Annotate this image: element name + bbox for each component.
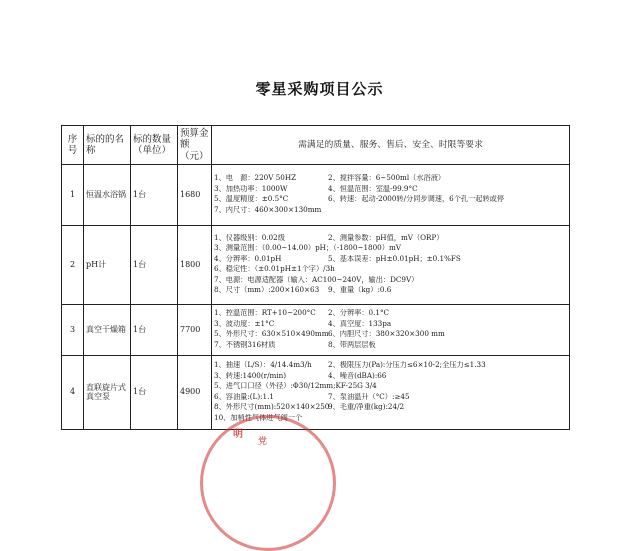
- requirement-item: 1、电 源：220V 50HZ: [214, 174, 297, 183]
- procurement-table: [61, 125, 570, 430]
- requirement-item: 7、不锈钢316材质: [214, 340, 276, 349]
- requirement-item: 2、搅拌容量：6~500ml（水浴液）: [328, 174, 446, 183]
- header-budget: 预算金额（元）: [178, 126, 212, 165]
- row-index: 3: [62, 305, 84, 356]
- requirement-line: [214, 309, 567, 320]
- row-item-name: pH计: [84, 226, 131, 305]
- row-quantity: 1台: [131, 305, 178, 356]
- header-name: 标的的名称: [84, 126, 131, 165]
- requirement-line: [214, 330, 567, 341]
- table-row: [62, 305, 570, 356]
- seal-text: 明: [233, 429, 243, 440]
- row-quantity: 1台: [131, 165, 178, 226]
- requirement-item: 8、外形尺寸(mm):520×140×250: [214, 403, 330, 412]
- requirement-item: 4、噪音(dBA):66: [328, 371, 387, 380]
- row-index: 4: [62, 356, 84, 430]
- requirement-item: 7、泵油温升（°C）:≥45: [328, 392, 410, 401]
- header-index: 序号: [62, 126, 84, 165]
- requirement-line: [214, 174, 567, 185]
- requirement-item: 7、电源：电源适配器（输入：AC100~240V，输出：DC9V）: [214, 275, 419, 284]
- requirement-line: [214, 361, 567, 372]
- requirement-item: 10、加梢性气体进气阀一个: [214, 413, 303, 422]
- requirement-item: 3、加热功率：1000W: [214, 184, 288, 193]
- requirement-line: [214, 403, 567, 414]
- requirement-item: 6、内胆尺寸：380×320×300 mm: [328, 330, 445, 339]
- requirement-item: 9、重量（kg）:0.6: [328, 286, 392, 295]
- row-budget: 1800: [178, 226, 212, 305]
- requirement-item: 5、温度精度：±0.5°C: [214, 195, 289, 204]
- requirement-line: [214, 276, 567, 287]
- requirement-line: [214, 265, 567, 276]
- requirement-item: 3、测量范围：（0.00~14.00）pH；（-1800~1800）mV: [214, 244, 401, 253]
- requirement-line: [214, 286, 567, 297]
- row-item-name: 直联旋片式真空泵: [84, 356, 131, 430]
- row-item-name: 真空干燥箱: [84, 305, 131, 356]
- requirement-line: [214, 393, 567, 404]
- requirement-line: [214, 382, 567, 393]
- page-title: 零星采购项目公示: [255, 80, 384, 98]
- requirement-line: [214, 244, 567, 255]
- row-requirements: [212, 305, 570, 356]
- requirement-item: 5、外形尺寸：630×510×490mm: [214, 330, 329, 339]
- requirement-item: 9、毛重/净重(kg):24/2: [328, 403, 405, 412]
- requirement-item: 1、抽速（L/S）：4/14.4m3/h: [214, 361, 312, 370]
- row-item-name: 恒温水浴锅: [84, 165, 131, 226]
- requirement-line: [214, 372, 567, 383]
- requirement-line: [214, 255, 567, 266]
- row-index: 1: [62, 165, 84, 226]
- table-row: [62, 356, 570, 430]
- requirement-item: 6、稳定性：（±0.01pH±1个字）/3h: [214, 265, 335, 274]
- requirement-item: 2、极限压力(Pa):分压力≤6×10-2;全压力≤1.33: [328, 361, 486, 370]
- row-requirements: [212, 226, 570, 305]
- requirement-line: [214, 341, 567, 352]
- requirement-item: 4、真空度：133pa: [328, 319, 392, 328]
- requirement-line: [214, 206, 567, 217]
- row-index: 2: [62, 226, 84, 305]
- table-row: [62, 165, 570, 226]
- table-row: [62, 226, 570, 305]
- requirement-item: 1、仪器级别：0.02级: [214, 233, 285, 242]
- requirement-item: 1、控温范围：RT+10~200°C: [214, 309, 316, 318]
- requirement-item: 5、基本误差：pH±0.01pH；±0.1%FS: [328, 254, 461, 263]
- requirement-item: 4、分辨率：0.01pH: [214, 254, 282, 263]
- requirement-item: 6、容油量:(L):1.1: [214, 392, 274, 401]
- row-quantity: 1台: [131, 226, 178, 305]
- requirement-item: 8、带两层层板: [328, 340, 376, 349]
- requirement-item: 3、转速:1400(r/min): [214, 371, 287, 380]
- requirement-item: 6、转速：起动-2000转/分同步调速，6个孔一起转或停: [328, 195, 505, 204]
- requirement-line: [214, 320, 567, 331]
- row-budget: 4900: [178, 356, 212, 430]
- seal-text-2: 党: [258, 437, 268, 447]
- requirement-item: 2、测量参数：pH值，mV（ORP）: [328, 233, 444, 242]
- header-requirements: 需满足的质量、服务、售后、安全、时限等要求: [212, 126, 570, 165]
- requirement-line: [214, 234, 567, 245]
- red-seal-stamp: [200, 415, 336, 551]
- row-budget: 7700: [178, 305, 212, 356]
- requirement-line: [214, 185, 567, 196]
- row-quantity: 1台: [131, 356, 178, 430]
- requirement-item: 3、波动度：±1°C: [214, 319, 275, 328]
- requirement-item: 8、尺寸（mm）:200×160×63: [214, 286, 320, 295]
- header-qty: 标的数量（单位）: [131, 126, 178, 165]
- table-header-row: [62, 126, 570, 165]
- requirement-item: 5、进气口口径（外径）:Φ30/12mm;KF-25G 3/4: [214, 382, 377, 391]
- requirement-item: 2、分辨率：0.1°C: [328, 309, 390, 318]
- requirement-item: 4、恒温范围：室温-99.9°C: [328, 184, 418, 193]
- requirement-line: [214, 195, 567, 206]
- requirement-item: 7、内尺寸：460×300×130mm: [214, 205, 322, 214]
- row-requirements: [212, 165, 570, 226]
- row-budget: 1680: [178, 165, 212, 226]
